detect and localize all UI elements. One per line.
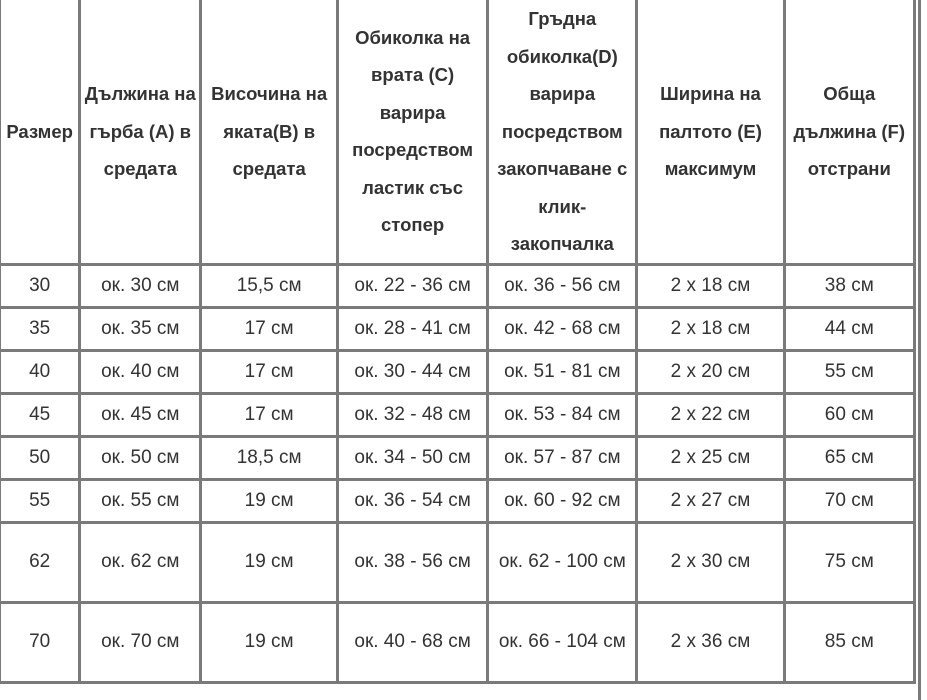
cell-coat-width: 2 х 20 см [638,352,782,392]
cell-chest-circumference: ок. 53 - 84 см [489,395,635,435]
cell-collar-height: 17 см [202,395,336,435]
cell-coat-width: 2 х 30 см [638,524,782,601]
cell-size: 30 [1,266,78,306]
header-coat-width: Ширина на палтото (E) максимум [638,0,782,263]
header-size: Размер [1,0,78,263]
cell-neck-circumference: ок. 32 - 48 см [339,395,486,435]
cell-neck-circumference: ок. 34 - 50 см [339,438,486,478]
right-edge-border [917,0,927,700]
cell-size: 40 [1,352,78,392]
cell-chest-circumference: ок. 60 - 92 см [489,481,635,521]
cell-size: 70 [1,604,78,681]
cell-neck-circumference: ок. 40 - 68 см [339,604,486,681]
header-back-length: Дължина на гърба (A) в средата [81,0,199,263]
cell-size: 35 [1,309,78,349]
header-total-length: Обща дължина (F) отстрани [786,0,913,263]
cell-neck-circumference: ок. 36 - 54 см [339,481,486,521]
cell-neck-circumference: ок. 28 - 41 см [339,309,486,349]
table-row [1,352,913,392]
cell-back-length: ок. 35 см [81,309,199,349]
header-chest-circumference: Гръдна обиколка(D) варира посредством закопчаване с клик-закопчалка [489,0,635,263]
header-neck-circumference: Обиколка на врата (C) варира посредством ластик със стопер [339,0,486,263]
cell-collar-height: 19 см [202,481,336,521]
cell-total-length: 75 см [786,524,913,601]
cell-chest-circumference: ок. 62 - 100 см [489,524,635,601]
cell-collar-height: 17 см [202,352,336,392]
cell-total-length: 85 см [786,604,913,681]
cell-back-length: ок. 70 см [81,604,199,681]
cell-back-length: ок. 50 см [81,438,199,478]
cell-collar-height: 18,5 см [202,438,336,478]
cell-chest-circumference: ок. 66 - 104 см [489,604,635,681]
cell-total-length: 44 см [786,309,913,349]
cell-size: 50 [1,438,78,478]
right-edge-line [918,0,921,700]
cell-back-length: ок. 55 см [81,481,199,521]
table-row [1,395,913,435]
cell-total-length: 70 см [786,481,913,521]
cell-chest-circumference: ок. 57 - 87 см [489,438,635,478]
table-row [1,309,913,349]
cell-coat-width: 2 х 18 см [638,266,782,306]
table-row [1,438,913,478]
cell-total-length: 60 см [786,395,913,435]
cell-size: 45 [1,395,78,435]
cell-neck-circumference: ок. 38 - 56 см [339,524,486,601]
cell-neck-circumference: ок. 30 - 44 см [339,352,486,392]
header-row [1,0,913,263]
header-collar-height: Височина на яката(B) в средата [202,0,336,263]
cell-size: 55 [1,481,78,521]
table-row [1,266,913,306]
cell-total-length: 65 см [786,438,913,478]
cell-back-length: ок. 40 см [81,352,199,392]
cell-back-length: ок. 45 см [81,395,199,435]
cell-total-length: 38 см [786,266,913,306]
cell-total-length: 55 см [786,352,913,392]
cell-chest-circumference: ок. 36 - 56 см [489,266,635,306]
cell-coat-width: 2 х 25 см [638,438,782,478]
cell-collar-height: 19 см [202,604,336,681]
table-row [1,524,913,601]
cell-coat-width: 2 х 18 см [638,309,782,349]
cell-coat-width: 2 х 27 см [638,481,782,521]
cell-collar-height: 19 см [202,524,336,601]
table-row [1,481,913,521]
cell-back-length: ок. 62 см [81,524,199,601]
table-row [1,604,913,681]
cell-coat-width: 2 х 22 см [638,395,782,435]
cell-collar-height: 17 см [202,309,336,349]
cell-back-length: ок. 30 см [81,266,199,306]
cell-neck-circumference: ок. 22 - 36 см [339,266,486,306]
cell-chest-circumference: ок. 42 - 68 см [489,309,635,349]
cell-coat-width: 2 х 36 см [638,604,782,681]
cell-collar-height: 15,5 см [202,266,336,306]
cell-chest-circumference: ок. 51 - 81 см [489,352,635,392]
cell-size: 62 [1,524,78,601]
